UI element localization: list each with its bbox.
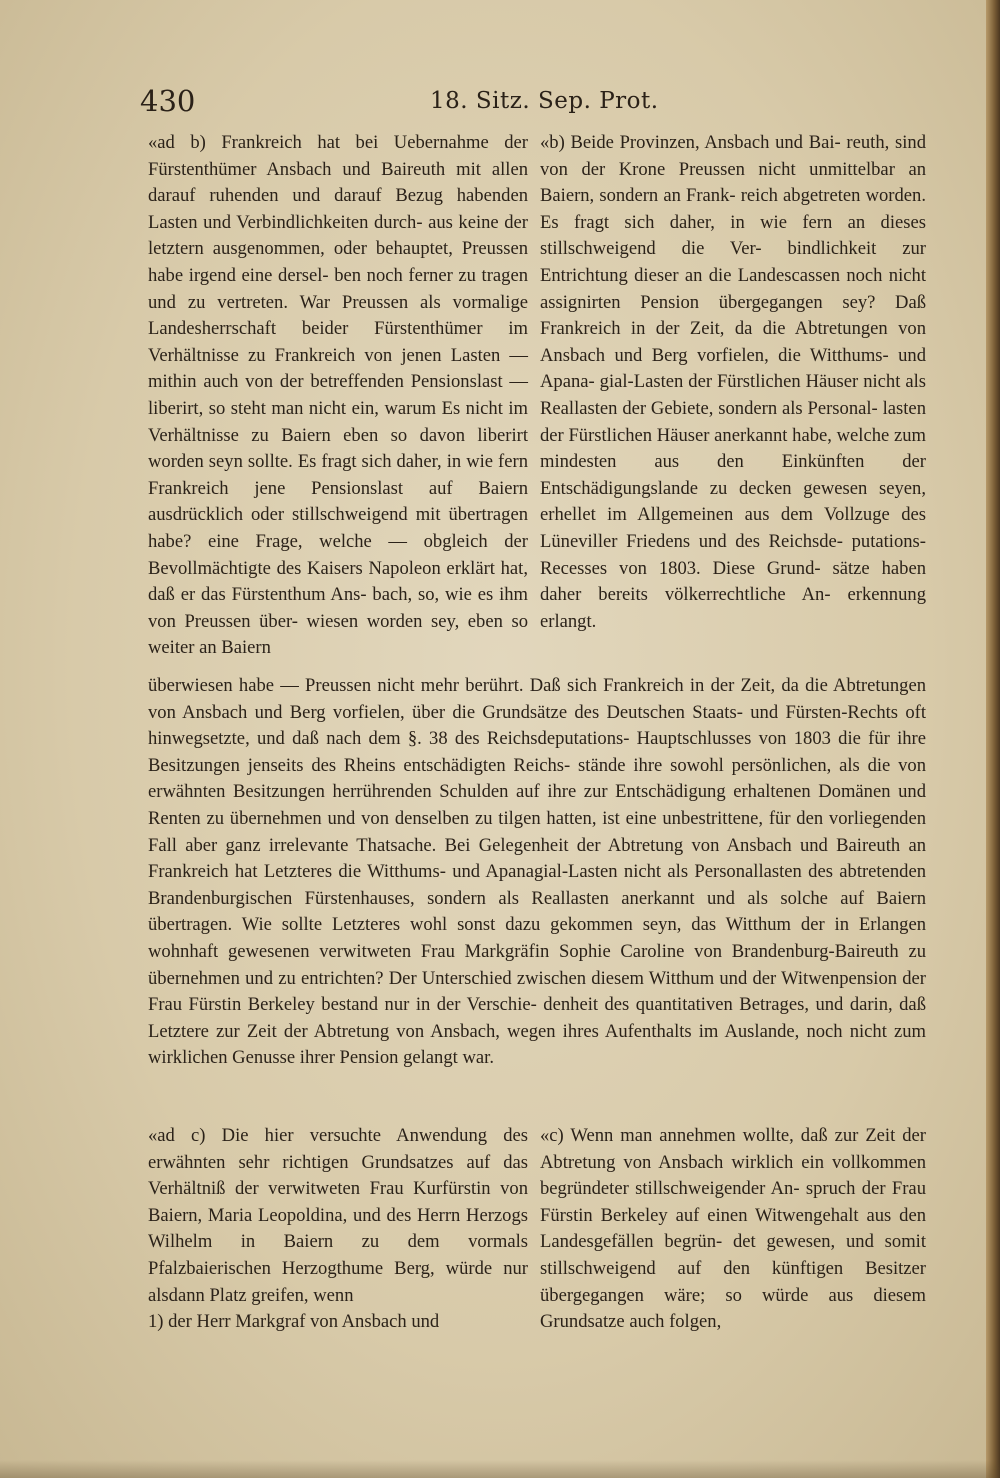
running-head: 18. Sitz. Sep. Prot. [430, 88, 659, 114]
page-edge [986, 0, 1000, 1478]
list-item-1: 1) der Herr Markgraf von Ansbach und [148, 1311, 440, 1332]
right-column-paragraph-b: «b) Beide Provinzen, Ansbach und Bai- reuth, sind von der Krone Preussen nicht unmittelbar an Baiern, sondern an Frank- reich abgetreten worden. Es fragt sich daher, in wie fern an dieses stillschweigend die Ver- bindlichkeit zur Entrichtung dieser an die Landescassen noch nicht assignirten Pension übergegangen sey? Daß Frankreich in der Zeit, da die Abtretungen von Ansbach und Berg vorfielen, die Witthums- und Apana- gial-Lasten der Fürstlichen Häuser nicht als Reallasten der Gebiete, sondern als Personal- lasten der Fürstlichen Häuser anerkannt habe, welche zum mindesten aus den Einkünften der Entschädigungslande zu decken gewesen seyen, erhellet im Allgemeinen aus dem Vollzuge des Lüneviller Friedens und des Reichsde- putations-Recesses von 1803. Diese Grund- sätze haben daher bereits völkerrechtliche An- erkennung erlangt. [540, 132, 926, 632]
page-header [140, 84, 940, 124]
left-column-paragraph-ad-c: «ad c) Die hier versuchte Anwendung des erwähnten sehr richtigen Grundsatzes auf das Verhältniß der verwitweten Frau Kurfürstin von Baiern, Maria Leopoldina, und des Herrn Herzogs Wilhelm in Baiern zu dem vormals Pfalzbaierischen Herzogthume Berg, würde nur alsdann Platz greifen, wenn [148, 1125, 528, 1306]
left-column-paragraph-ad-b: «ad b) Frankreich hat bei Uebernahme der Fürstenthümer Ansbach und Baireuth mit allen darauf ruhenden und darauf Bezug habenden Lasten und Verbindlichkeiten durch- aus keine der letztern ausgenommen, oder behauptet, Preussen habe irgend eine dersel- ben noch ferner zu tragen und zu vertreten. War Preussen als vormalige Landesherrschaft beider Fürstenthümer im Verhältnisse zu Frankreich von jenen Lasten — mithin auch von der betreffenden Pensionslast — liberirt, so steht man nicht ein, warum Es nicht im Verhältnisse zu Baiern eben so davon liberirt worden seyn sollte. Es fragt sich daher, in wie fern Frankreich jene Pensionslast auf Baiern ausdrücklich oder stillschweigend mit übertragen habe? eine Frage, welche — obgleich der Bevollmächtigte des Kaisers Napoleon erklärt hat, daß er das Fürstenthum Ans- bach, so, wie es ihm von Preussen über- wiesen worden sey, eben so weiter an Baiern [148, 132, 528, 659]
page-bottom-shadow [0, 1460, 1000, 1478]
page-number: 430 [140, 84, 196, 118]
full-width-paragraph: überwiesen habe — Preussen nicht mehr berührt. Daß sich Frankreich in der Zeit, da die Abtretungen von Ansbach und Berg vorfielen, über die Grundsätze des Deutschen Staats- und Fürsten-Rechts oft hinwegsetzte, und daß nach dem §. 38 des Reichsdeputations- Hauptschlusses von 1803 die für ihre Besitzungen jenseits des Rheins entschädigten Reichs- stände ihre sowohl persönlichen, als die von erwähnten Besitzungen herrührenden Schulden auf ihre zur Entschädigung erhaltenen Domänen und Renten zu übernehmen und von denselben zu tilgen hatten, ist eine unbestrittene, für den vorliegenden Fall aber ganz irrelevante Thatsache. Bei Gelegenheit der Abtretung von Ansbach und Baireuth an Frankreich hat Letzteres die Witthums- und Apanagial-Lasten nicht als Personallasten des abtretenden Brandenburgischen Fürstenhauses, sondern als Reallasten anerkannt und als solche auf Baiern übertragen. Wie sollte Letzteres wohl sonst dazu gekommen seyn, das Witthum der in Erlangen wohnhaft gewesenen verwitweten Frau Markgräfin Sophie Caroline von Brandenburg-Baireuth zu übernehmen und zu entrichten? Der Unterschied zwischen diesem Witthum und der Witwenpension der Frau Fürstin Berkeley bestand nur in der Verschie- denheit des quantitativen Betrages, und darin, daß Letztere zur Zeit der Abtretung von Ansbach, wegen ihres Aufenthalts im Auslande, noch nicht zum wirklichen Genusse ihrer Pension gelangt war. [148, 675, 926, 1069]
right-column-paragraph-c: «c) Wenn man annehmen wollte, daß zur Zeit der Abtretung von Ansbach wirklich ein vollkommen begründeter stillschweigender An- spruch der Frau Fürstin Berkeley auf einen Witwengehalt aus den Landesgefällen begrün- det gewesen, und somit stillschweigend auf den künftigen Besitzer übergegangen wäre; so würde aus diesem Grundsatze auch folgen, [540, 1125, 926, 1333]
